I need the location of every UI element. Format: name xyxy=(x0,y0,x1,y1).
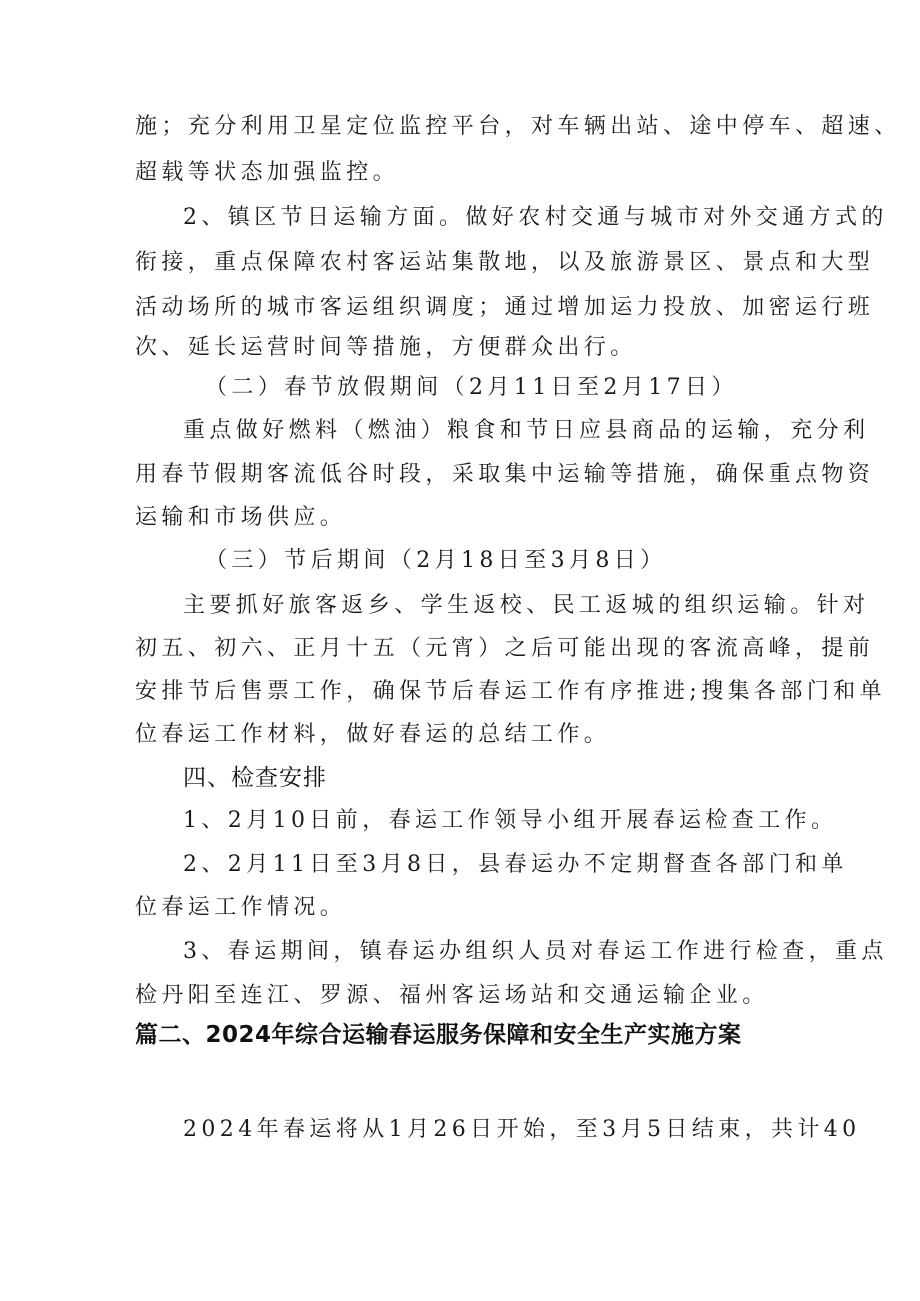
paragraph-line: 位春运工作材料，做好春运的总结工作。 xyxy=(135,722,611,747)
check-line: 位春运工作情况。 xyxy=(135,895,347,920)
paragraph-line: 初五、初六、正月十五（元宵）之后可能出现的客流高峰，提前 xyxy=(135,636,875,661)
paragraph-line: 主要抓好旅客返乡、学生返校、民工返城的组织运输。针对 xyxy=(183,593,870,618)
paragraph-line: 超载等状态加强监控。 xyxy=(135,160,400,185)
check-line: 3、春运期间，镇春运办组织人员对春运工作进行检查，重点 xyxy=(183,939,888,964)
paragraph-line: 衔接，重点保障农村客运站集散地，以及旅游景区、景点和大型 xyxy=(135,250,875,275)
paragraph-line: 重点做好燃料（燃油）粮食和节日应县商品的运输，充分利 xyxy=(183,418,870,443)
paragraph-line: 次、延长运营时间等措施，方便群众出行。 xyxy=(135,335,637,360)
paragraph-line: 2、镇区节日运输方面。做好农村交通与城市对外交通方式的 xyxy=(183,205,888,230)
paragraph-line: 用春节假期客流低谷时段，采取集中运输等措施，确保重点物资 xyxy=(135,462,875,487)
check-line: 检丹阳至连江、罗源、福州客运场站和交通运输企业。 xyxy=(135,983,769,1008)
paragraph-line: 施；充分利用卫星定位监控平台，对车辆出站、途中停车、超速、 xyxy=(135,114,901,139)
section-heading: 四、检查安排 xyxy=(183,765,327,791)
check-line: 1、2月10日前，春运工作领导小组开展春运检查工作。 xyxy=(183,808,838,833)
paragraph-line: 活动场所的城市客运组织调度；通过增加运力投放、加密运行班 xyxy=(135,295,875,320)
part-title: 篇二、2024年综合运输春运服务保障和安全生产实施方案 xyxy=(135,1022,742,1048)
check-line: 2、2月11日至3月8日，县春运办不定期督查各部门和单 xyxy=(183,852,848,877)
sub-heading-post-festival: （三）节后期间（2月18日至3月8日） xyxy=(205,548,667,573)
paragraph-line: 运输和市场供应。 xyxy=(135,505,347,530)
paragraph-line: 安排节后售票工作，确保节后春运工作有序推进;搜集各部门和单 xyxy=(135,679,887,704)
intro-line: 2024年春运将从1月26日开始，至3月5日结束，共计40 xyxy=(183,1117,861,1142)
sub-heading-spring-festival: （二）春节放假期间（2月11日至2月17日） xyxy=(205,375,738,400)
